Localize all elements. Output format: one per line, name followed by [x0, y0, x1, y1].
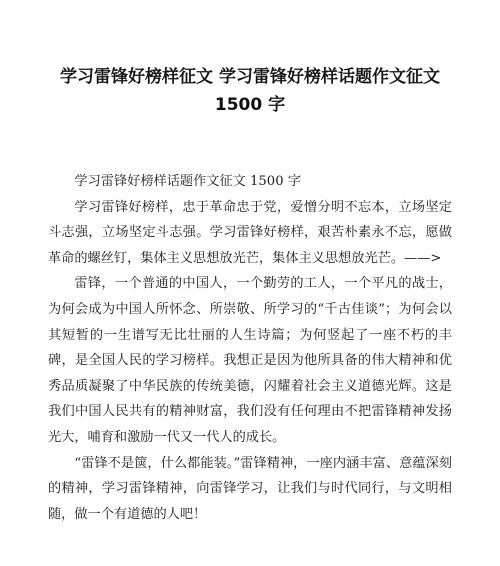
paragraph-song-lyrics: 学习雷锋好榜样，忠于革命忠于党，爱憎分明不忘本，立场坚定斗志强，立场坚定斗志强。学习雷锋好榜样，艰苦朴素永不忘，愿做革命的螺丝钉，集体主义思想放光芒，集体主义思想放光芒。——> — [48, 199, 452, 266]
document-title: 学习雷锋好榜样征文 学习雷锋好榜样话题作文征文 1500 字 — [60, 67, 440, 115]
document-body — [48, 169, 452, 527]
paragraph-leifeng-intro: 雷锋，一个普通的中国人，一个勤劳的工人，一个平凡的战士，为何会成为中国人所怀念、所崇敬、所学习的“千古佳谈”；为何会以其短暂的一生谱写无比壮丽的人生诗篇；为何竖起了一座不朽的丰碑，是全国人民的学习榜样。我想正是因为他所具备的伟大精神和优秀品质凝聚了中华民族的传统美德，闪耀着社会主义道德光辉。这是我们中国人民共有的精神财富，我们没有任何理由不把雷锋精神发扬光大，哺育和激励一代又一代人的成长。 — [48, 276, 452, 445]
paragraph-leifeng-spirit: “雷锋不是箧，什么都能装。”雷锋精神，一座内涵丰富、意蕴深刻的精神，学习雷锋精神，向雷锋学习，让我们与时代同行，与文明相随，做一个有道德的人吧！ — [48, 455, 452, 522]
paragraph-subtitle: 学习雷锋好榜样话题作文征文 1500 字 — [74, 174, 301, 189]
